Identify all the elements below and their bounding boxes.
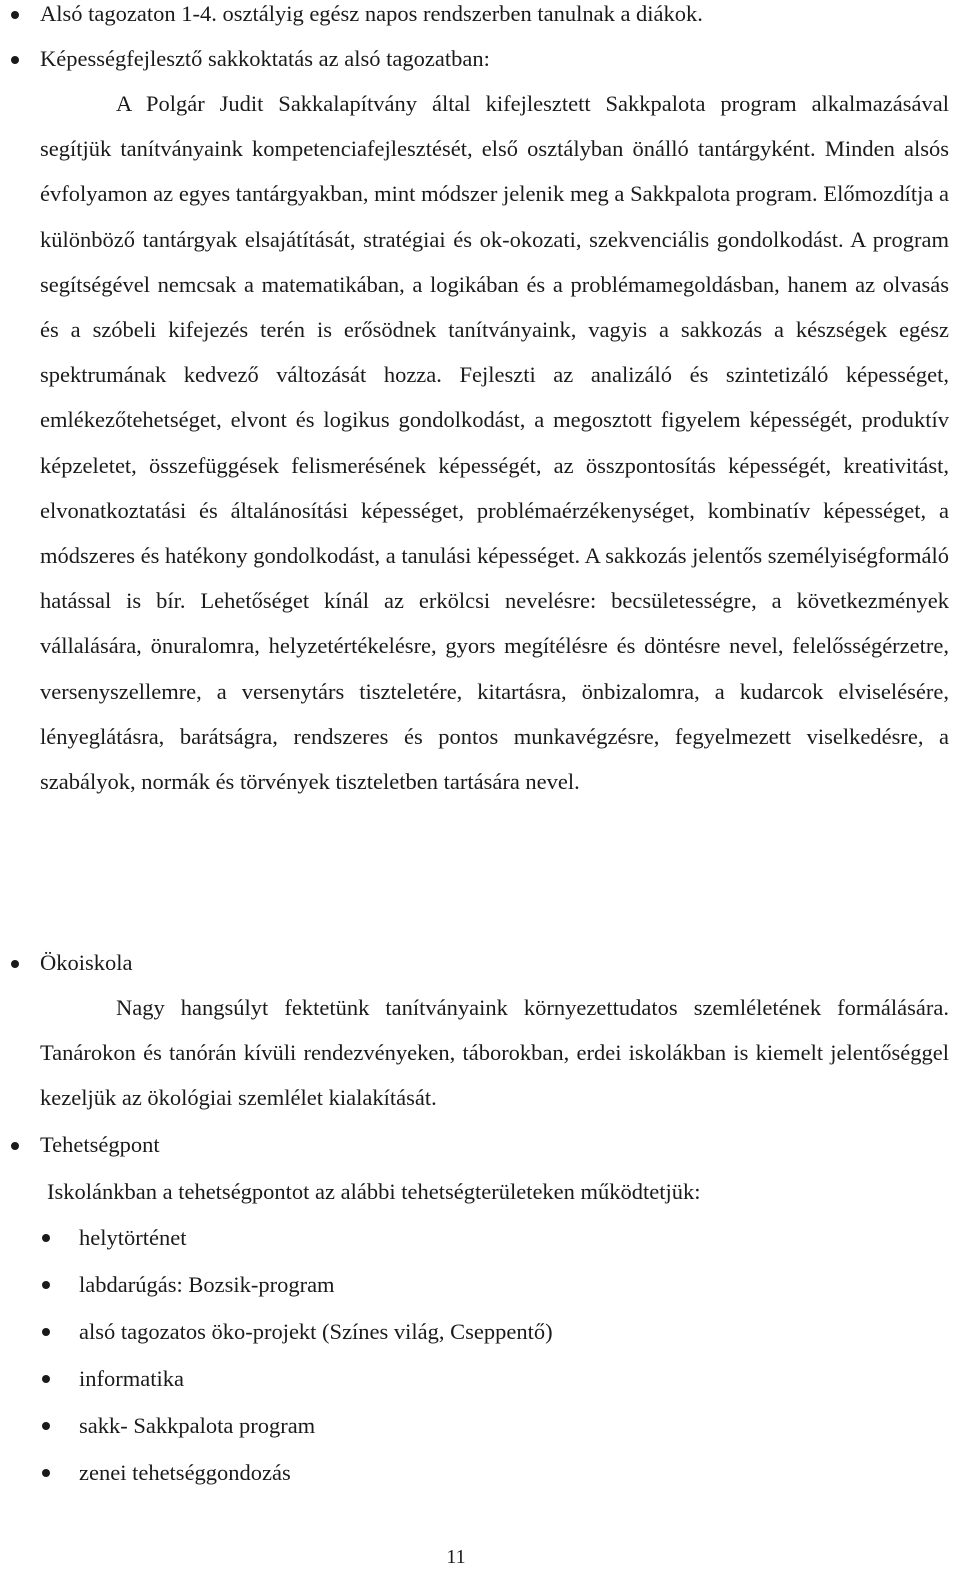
bullet-icon <box>42 1281 50 1289</box>
bullet-icon <box>42 1234 50 1242</box>
bullet-icon <box>11 1142 19 1150</box>
bullet-icon <box>42 1422 50 1430</box>
bullet-icon <box>11 960 19 968</box>
page-number: 11 <box>446 1546 466 1568</box>
list-item-label: Képességfejlesztő sakkoktatás az alsó tagozatban: <box>40 46 490 71</box>
bullet-icon <box>42 1469 50 1477</box>
list-item: labdarúgás: Bozsik-program <box>79 1272 335 1297</box>
list-item: zenei tehetséggondozás <box>79 1460 291 1485</box>
list-item-intro: Iskolánkban a tehetségpontot az alábbi tehetségterületeken működtetjük: <box>47 1179 701 1204</box>
list-item: informatika <box>79 1366 184 1391</box>
list-item-label: Tehetségpont <box>40 1132 160 1157</box>
list-item-label: Ökoiskola <box>40 950 133 975</box>
bullet-icon <box>11 56 19 64</box>
list-item: alsó tagozatos öko-projekt (Színes világ, Cseppentő) <box>79 1319 553 1344</box>
bullet-icon <box>42 1375 50 1383</box>
list-item: sakk- Sakkpalota program <box>79 1413 316 1438</box>
list-item: helytörténet <box>79 1225 187 1250</box>
list-item-paragraph: Nagy hangsúlyt fektetünk tanítványaink környezettudatos szemléletének formálására. Tanárokon és tanórán kívüli rendezvényeken, táborokban, erdei iskolákban is kiemelt jelentőséggel kezeljük az ökológiai szemlélet kialakítását. <box>40 995 949 1111</box>
bullet-icon <box>42 1328 50 1336</box>
list-item-label: Alsó tagozaton 1-4. osztályig egész napos rendszerben tanulnak a diákok. <box>40 1 703 26</box>
list-item-paragraph: A Polgár Judit Sakkalapítvány által kifejlesztett Sakkpalota program alkalmazásával segítjük tanítványaink kompetenciafejlesztését, első osztályban önálló tantárgyként. Minden alsós évfolyamon az egyes tantárgyakban, mint módszer jelenik meg a Sakkpalota program. Előmozdítja a különböző tantárgyak elsajátítását, stratégiai és ok-okozati, szekvenciális gondolkodást. A program segítségével nemcsak a matematikában, a logikában és a problémamegoldásban, hanem az olvasás és a szóbeli kifejezés terén is erősödnek tanítványaink, vagyis a sakkozás a készségek egész spektrumának kedvező változását hozza. Fejleszti az analizáló és szintetizáló képességet, emlékezőtehetséget, elvont és logikus gondolkodást, a megosztott figyelem képességét, produktív képzeletet, összefüggések felismerésének képességét, az összpontosítás képességét, kreativitást, elvonatkoztatási és általánosítási képességet, problémaérzékenységet, kombinatív képességet, a módszeres és hatékony gondolkodást, a tanulási képességet. A sakkozás jelentős személyiségformáló hatással is bír. Lehetőséget kínál az erkölcsi nevelésre: becsületességre, a következmények vállalására, önuralomra, helyzetértékelésre, gyors megítélésre és döntésre nevel, felelősségérzetre, versenyszellemre, a versenytárs tiszteletére, kitartásra, önbizalomra, a kudarcok elviselésére, lényeglátásra, barátságra, rendszeres és pontos munkavégzésre, fegyelmezett viselkedésre, a szabályok, normák és törvények tiszteletben tartására nevel. <box>40 91 949 795</box>
bullet-icon <box>11 11 19 19</box>
